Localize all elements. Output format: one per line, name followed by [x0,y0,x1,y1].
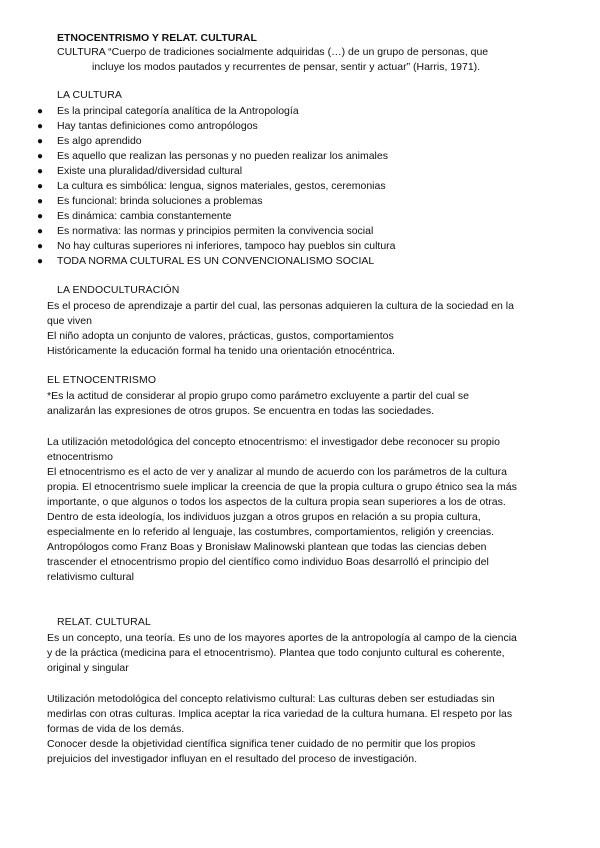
definition-line-1: CULTURA “Cuerpo de tradiciones socialmente adquiridas (…) de un grupo de personas, que [57,46,489,58]
paragraph: *Es la actitud de considerar al propio grupo como parámetro excluyente a partir del cual se analizarán las expresiones de otros grupos. Se encuentra en todas las sociedades. [47,390,469,417]
bullet-icon: ● [37,106,44,117]
definition-line-2: incluye los modos pautados y recurrentes de pensar, sentir y actuar” (Harris, 1971). [92,61,481,73]
bullet-icon: ● [37,196,44,207]
relativismo-heading: RELAT. CULTURAL [57,616,151,628]
paragraph: Es el proceso de aprendizaje a partir del cual, las personas adquieren la cultura de la sociedad en la que viven [47,300,514,327]
endoculturacion-body [47,299,517,359]
bullet-icon: ● [37,256,44,267]
paragraph: La utilización metodológica del concepto etnocentrismo: el investigador debe reconocer su propio etnocentrismo [47,436,500,463]
paragraph: Antropólogos como Franz Boas y Bronisław Malinowski plantean que todas las ciencias deben trascender el etnocentrismo propio del científico como individuo Boas desarrolló el principio del relativismo cultural [47,541,489,583]
paragraph: El etnocentrismo es el acto de ver y analizar al mundo de acuerdo con los parámetros de la cultura propia. El etnocentrismo suele implicar la creencia de que la propia cultura o grupo étnico sea la más importante, o que algunos o todos los aspectos de la cultura propia sean superiores a los de otras. [47,466,517,508]
cultura-definition [57,45,527,75]
relativismo-body [47,692,517,767]
paragraph: El niño adopta un conjunto de valores, prácticas, gustos, comportamientos [47,330,394,342]
bullet-icon: ● [37,136,44,147]
paragraph: Conocer desde la objetividad científica significa tener cuidado de no permitir que los propios prejuicios del investigador influyan en el resultado del proceso de investigación. [47,738,476,765]
paragraph: Históricamente la educación formal ha tenido una orientación etnocéntrica. [47,345,395,357]
bullet-icon: ● [37,166,44,177]
document-title: ETNOCENTRISMO Y RELAT. CULTURAL [57,32,257,44]
bullet-icon: ● [37,211,44,222]
bullet-icon: ● [37,241,44,252]
etnocentrismo-intro [47,389,517,419]
paragraph: Es un concepto, una teoría. Es uno de los mayores aportes de la antropología al campo de la ciencia y de la práctica (medicina para el etnocentrismo). Plantea que todo conjunto cultural es coherente, original y singular [47,632,517,674]
relativismo-intro [47,631,517,676]
document-page: ETNOCENTRISMO Y RELAT. CULTURAL CULTURA “Cuerpo de tradiciones socialmente adquiridas (…) de un grupo de personas, que incluye los modos pautados y recurrentes de pensar, sentir y actuar” (Harris, 1971). LA CULTURA ● Es la principal categoría analítica de la Antropología ● Hay tantas definiciones como antropólogos ● Es algo aprendido ● Es aquello que realizan las personas y no pueden realizar los animales ● Existe una pluralidad/diversidad cultural ● La cultura es simbólica: lengua, signos materiales, gestos, ceremonias ● Es funcional: brinda soluciones a problemas ● Es dinámica: cambia constantemente ● Es normativa: las normas y principios permiten la convivencia social ● No hay culturas superiores ni inferiores, tampoco hay pueblos sin cultura ● TODA NORMA CULTURAL ES UN CONVENCIONALISMO SOCIAL LA ENDOCULTURACIÓN Es el proceso de aprendizaje a partir del cual, las personas adquieren la cultura de la sociedad en la que viven El niño adopta un conjunto de valores, prácticas, gustos, comportamientos Históricamente la educación formal ha tenido una orientación etnocéntrica. EL ETNOCENTRISMO *Es la actitud de considerar al propio grupo como parámetro excluyente a partir del cual se analizarán las expresiones de otros grupos. Se encuentra en todas las sociedades. La utilización metodológica del concepto etnocentrismo: el investigador debe reconocer su propio etnocentrismo El etnocentrismo es el acto de ver y analizar al mundo de acuerdo con los parámetros de la cultura propia. El etnocentrismo suele implicar la creencia de que la propia cultura o grupo étnico sea la más importante, o que algunos o todos los aspectos de la cultura propia sean superiores a los de otras. Dentro de esta ideología, los individuos juzgan a otros grupos en relación a su propia cultura, especialmente en lo referido al lenguaje, las costumbres, comportamientos, religión y creencias. Antropólogos como Franz Boas y Bronisław Malinowski plantean que todas las ciencias deben trascender el etnocentrismo propio del científico como individuo Boas desarrolló el principio del relativismo cultural RELAT. CULTURAL Es un concepto, una teoría. Es uno de los mayores aportes de la antropología al campo de la ciencia y de la práctica (medicina para el etnocentrismo). Plantea que todo conjunto cultural es coherente, original y singular Utilización metodológica del concepto relativismo cultural: Las culturas deben ser estudiadas sin medirlas con otras culturas. Implica aceptar la rica variedad de la cultura humana. El respeto por las formas de vida de los demás. Conocer desde la objetividad científica significa tener cuidado de no permitir que los propios prejuicios del investigador influyan en el resultado del proceso de investigación. [0,0,600,848]
endoculturacion-heading: LA ENDOCULTURACIÓN [57,284,180,296]
bullet-icon: ● [37,121,44,132]
paragraph: Utilización metodológica del concepto relativismo cultural: Las culturas deben ser estudiadas sin medirlas con otras culturas. Implica aceptar la rica variedad de la cultura humana. El respeto por las formas de vida de los demás. [47,693,513,735]
bullet-icon: ● [37,226,44,237]
etnocentrismo-heading: EL ETNOCENTRISMO [47,374,157,386]
bullet-icon: ● [37,151,44,162]
la-cultura-heading: LA CULTURA [57,89,122,101]
paragraph: Dentro de esta ideología, los individuos juzgan a otros grupos en relación a su propia cultura, especialmente en lo referido al lenguaje, las costumbres, comportamientos, religión y creencias. [47,511,495,538]
bullet-icon: ● [37,181,44,192]
etnocentrismo-body [47,435,517,585]
